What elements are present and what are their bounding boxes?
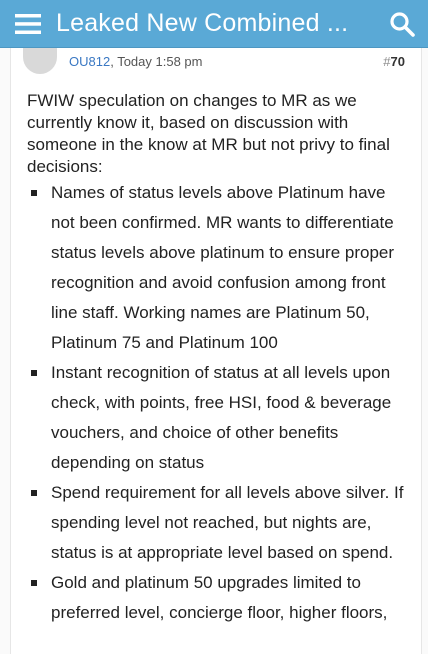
post-number[interactable] <box>383 54 405 69</box>
bullet-icon <box>31 370 37 376</box>
post-number-value: 70 <box>390 54 405 69</box>
post-number-prefix: # <box>383 54 391 69</box>
avatar[interactable] <box>23 48 57 74</box>
author-name[interactable]: OU812 <box>69 54 111 69</box>
list-item-text: Gold and platinum 50 upgrades limited to preferred level, concierge floor, higher floors, <box>51 573 388 622</box>
thread-title: Leaked New Combined ... <box>56 9 349 37</box>
list-item <box>27 178 405 358</box>
bullet-icon <box>31 580 37 586</box>
bullet-icon <box>31 490 37 496</box>
list-item-text: Names of status levels above Platinum have not been confirmed. MR wants to differentiate status levels above platinum to ensure proper recognition and avoid confusion among front line staff. Working names are Platinum 50, Platinum 75 and Platinum 100 <box>51 183 395 352</box>
list-item <box>27 358 405 478</box>
list-item-text: Instant recognition of status at all levels upon check, with points, free HSI, food & beverage vouchers, and choice of other benefits depending on status <box>51 363 392 472</box>
search-button[interactable] <box>386 8 418 40</box>
menu-button[interactable] <box>8 0 48 48</box>
list-item <box>27 478 405 568</box>
post-body <box>11 78 421 628</box>
bullet-list <box>27 178 405 628</box>
post-header <box>11 48 421 78</box>
bullet-icon <box>31 190 37 196</box>
post-timestamp: , Today 1:58 pm <box>110 54 203 69</box>
post-meta <box>69 54 202 69</box>
top-app-bar <box>0 0 428 48</box>
list-item <box>27 568 405 628</box>
list-item-text: Spend requirement for all levels above silver. If spending level not reached, but nights are, status is at appropriate level based on spend. <box>51 483 404 562</box>
post-card <box>10 48 422 654</box>
hamburger-menu-icon <box>15 13 41 35</box>
search-icon <box>389 11 415 37</box>
post-intro: FWIW speculation on changes to MR as we currently know it, based on discussion with someone in the know at MR but not privy to final decisions: <box>27 91 390 176</box>
